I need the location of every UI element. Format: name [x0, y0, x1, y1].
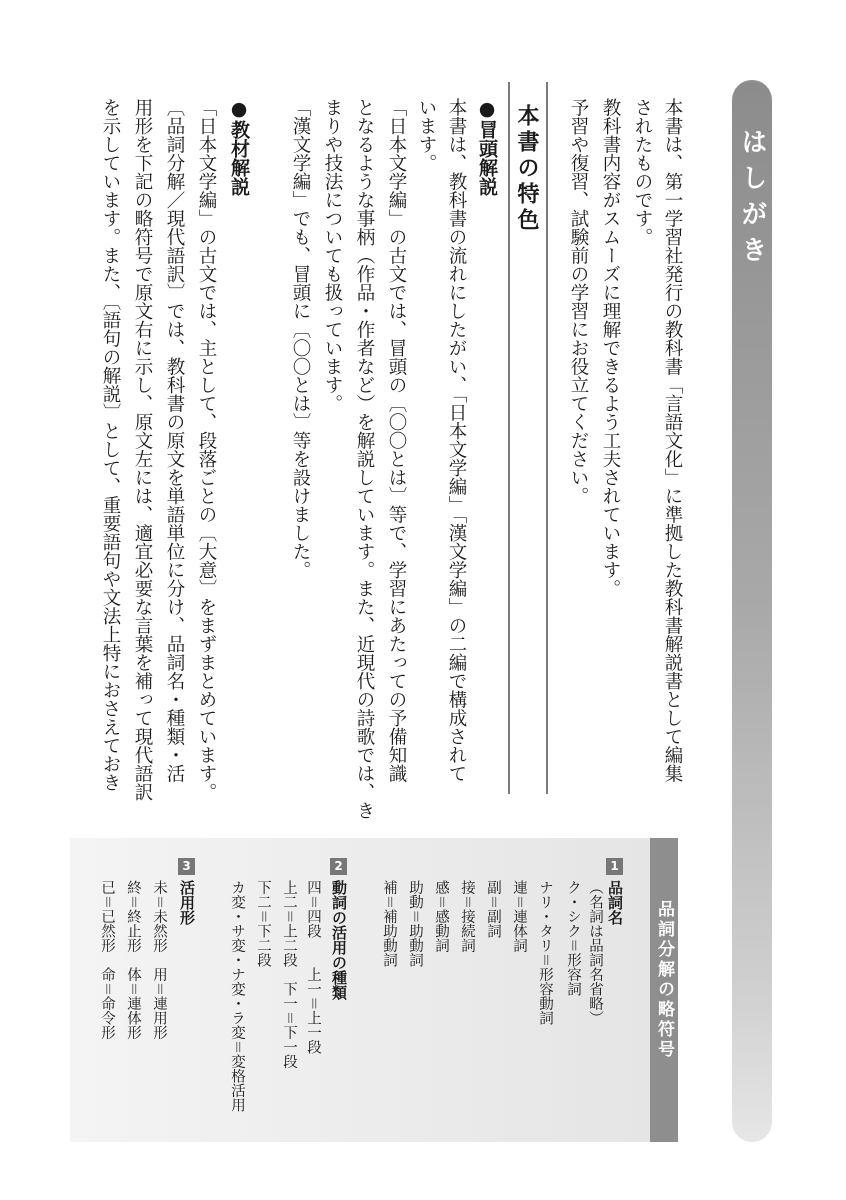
abbreviation-title: 品詞分解の略符号: [654, 900, 674, 1060]
intro-line-2: されたものです。: [632, 98, 653, 246]
section1-line-1: 本書は、教科書の流れにしたがい、「日本文学編」「漢文学編」の二編で構成されて: [446, 98, 467, 783]
abbr-section3-heading: 活用形: [178, 880, 196, 925]
abbr-section1-line: 助動＝助動詞: [407, 880, 423, 967]
section1-line-6: 「漢文学編」でも、冒頭に〔〇〇とは〕等を設けました。: [290, 98, 311, 579]
page-title: はしがき: [737, 128, 767, 272]
abbr-section1-line: 連＝連体詞: [511, 880, 527, 953]
abbr-section2-line: 上二＝上二段 下一＝下一段: [281, 880, 297, 1069]
section-number-badge: 3: [178, 858, 195, 875]
section2-line-2: 〔品詞分解／現代語訳〕では、教科書の原文を単語単位に分け、品詞名・種類・活: [164, 98, 185, 783]
abbr-section1-line: 接＝接続詞: [459, 880, 475, 953]
abbr-section1-line: 補＝補助動詞: [381, 880, 397, 967]
abbr-section3-line: 終＝終止形 体＝連体形: [125, 880, 141, 1040]
features-heading: 本書の特色: [514, 104, 539, 234]
abbr-section1-line: ク・シク＝形容詞: [565, 880, 581, 996]
section-number-badge: 2: [330, 858, 347, 875]
section-number-badge: 1: [606, 858, 623, 875]
section2-line-1: 「日本文学編」の古文では、主として、段落ごとの〔大意〕をまずまとめています。: [196, 98, 217, 801]
section1-line-5: まりや技法についても扱っています。: [322, 98, 343, 413]
intro-line-3: 教科書内容がスムーズに理解できるよう工夫されています。: [600, 98, 621, 598]
intro-line-4: 予習や復習、試験前の学習にお役立てください。: [568, 98, 589, 505]
abbr-section1-line: ナリ・タリ＝形容動詞: [537, 880, 553, 1025]
section2-line-4: を示しています。また、〔語句の解説〕として、重要語句や文法上特におさえておき: [100, 98, 121, 792]
abbr-section1-line: 副＝副詞: [485, 880, 501, 938]
abbr-section2-line: 下二＝下二段: [255, 880, 271, 967]
abbr-section1-line: 感＝感動詞: [433, 880, 449, 953]
section1-line-3: 「日本文学編」の古文では、冒頭の〔〇〇とは〕等で、学習にあたっての予備知識: [386, 98, 407, 783]
intro-line-1: 本書は、第一学習社発行の教科書「言語文化」に準拠した教科書解説書として編集: [662, 98, 683, 783]
abbr-section2-line: カ変・サ変・ナ変・ラ変＝変格活用: [229, 880, 245, 1112]
abbr-section2-heading: 動詞の活用の種類: [330, 880, 348, 1000]
abbr-section2-line: 四＝四段 上一＝上一段: [305, 880, 321, 1054]
abbr-section1-line: （名詞は品詞名省略）: [587, 880, 603, 1025]
section2-line-3: 用形を下記の略符号で原文右に示し、原文左には、適宜必要な言葉を補って現代語訳: [132, 98, 153, 801]
section1-line-4: となるような事柄（作品・作者など）を解説しています。また、近現代の詩歌では、き: [354, 98, 375, 820]
section-heading-material-explanation: ●教材解説: [228, 98, 250, 196]
abbr-section3-line: 未＝未然形 用＝連用形: [151, 880, 167, 1040]
section1-line-2: います。: [416, 98, 437, 172]
section-heading-intro-explanation: ●冒頭解説: [476, 98, 498, 196]
abbr-section1-heading: 品詞名: [606, 880, 624, 925]
abbr-section3-line: 已＝已然形 命＝命令形: [99, 880, 115, 1040]
